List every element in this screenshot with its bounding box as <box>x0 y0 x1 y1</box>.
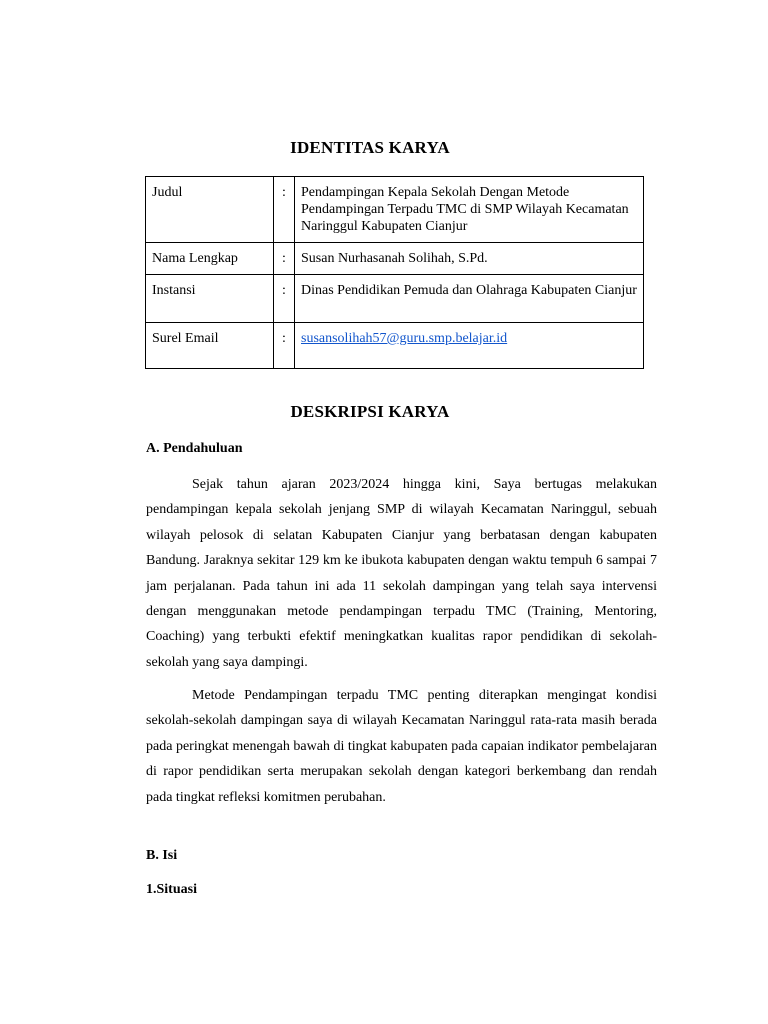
section-b-heading: B. Isi <box>146 848 178 863</box>
table-row-judul <box>146 177 644 243</box>
nama-colon: : <box>274 243 295 275</box>
identitas-title: IDENTITAS KARYA <box>290 138 450 157</box>
pendahuluan-paragraph-1: Sejak tahun ajaran 2023/2024 hingga kini, Saya bertugas melakukan pendampingan kepala sekolah jenjang SMP di wilayah Kecamatan Naringgul, sebuah wilayah pelosok di selatan Kabupaten Cianjur yang berbatasan dengan kabupaten Bandung. Jaraknya sekitar 129 km ke ibukota kabupaten dengan waktu tempuh 6 sampai 7 jam perjalanan. Pada tahun ini ada 11 sekolah dampingan yang telah saya intervensi dengan menggunakan metode pendampingan terpadu TMC (Training, Mentoring, Coaching) yang terbukti efektif meningkatkan kualitas rapor pendidikan di sekolah-sekolah yang saya dampingi. <box>146 477 657 670</box>
email-cell <box>295 323 644 369</box>
judul-colon: : <box>274 177 295 243</box>
email-colon: : <box>274 323 295 369</box>
table-row-nama <box>146 243 644 275</box>
section-a-heading: A. Pendahuluan <box>146 441 243 456</box>
deskripsi-title: DESKRIPSI KARYA <box>290 402 450 421</box>
email-label: Surel Email <box>146 323 274 369</box>
table-row-email <box>146 323 644 369</box>
table-row-instansi <box>146 275 644 323</box>
email-link[interactable]: susansolihah57@guru.smp.belajar.id <box>301 331 508 346</box>
instansi-colon: : <box>274 275 295 323</box>
nama-label: Nama Lengkap <box>146 243 274 275</box>
pendahuluan-paragraph-2: Metode Pendampingan terpadu TMC penting diterapkan mengingat kondisi sekolah-sekolah dampingan saya di wilayah Kecamatan Naringgul rata-rata masih berada pada peringkat menengah bawah di tingkat kabupaten pada capaian indikator pembelajaran di rapor pendidikan serta merupakan sekolah dengan kategori berkembang dan rendah pada tingkat refleksi komitmen perubahan. <box>146 688 657 805</box>
nama-value: Susan Nurhasanah Solihah, S.Pd. <box>295 243 644 275</box>
section-1-heading: 1.Situasi <box>146 882 197 897</box>
instansi-label: Instansi <box>146 275 274 323</box>
judul-label: Judul <box>146 177 274 243</box>
judul-value: Pendampingan Kepala Sekolah Dengan Metode Pendampingan Terpadu TMC di SMP Wilayah Kecamatan Naringgul Kabupaten Cianjur <box>295 177 644 243</box>
identitas-table <box>145 176 644 369</box>
instansi-value: Dinas Pendidikan Pemuda dan Olahraga Kabupaten Cianjur <box>295 275 644 323</box>
